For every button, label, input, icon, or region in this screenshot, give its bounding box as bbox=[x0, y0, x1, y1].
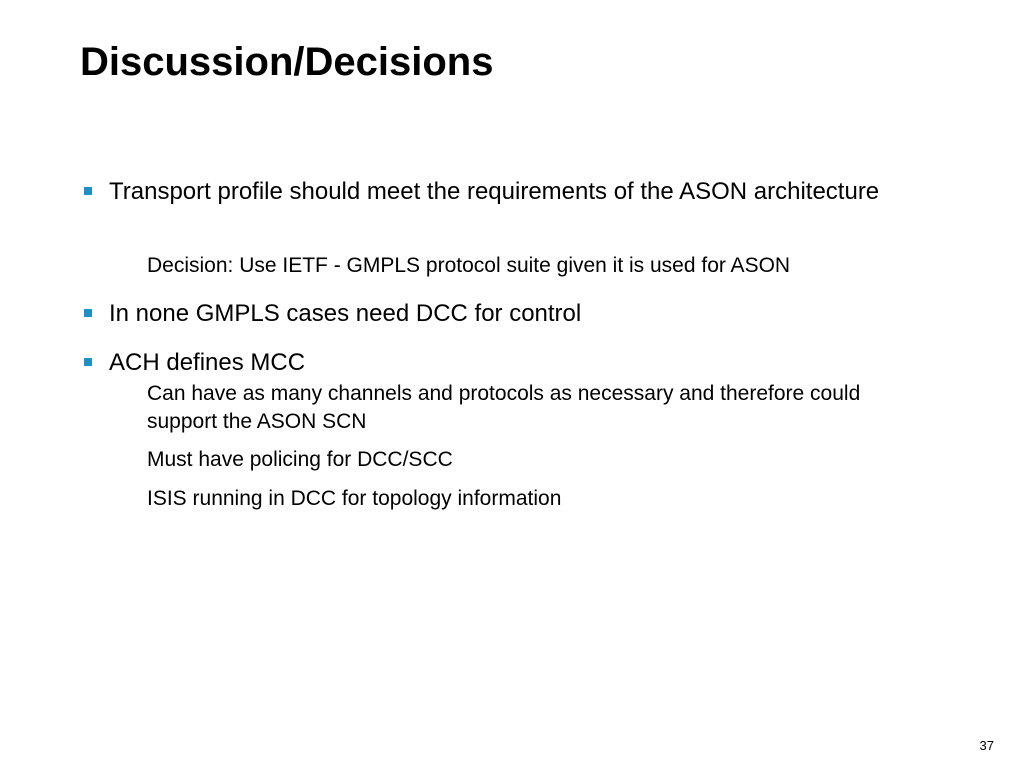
bullet-item-3 bbox=[84, 347, 884, 379]
bullet-3-subitem-1: Can have as many channels and protocols as necessary and therefore could support the ASON SCN bbox=[147, 382, 861, 433]
bullet-1-subitem-1: Decision: Use IETF - GMPLS protocol suite given it is used for ASON bbox=[147, 254, 791, 277]
bullet-3-subitem-3: ISIS running in DCC for topology information bbox=[147, 487, 562, 510]
slide-title: Discussion/Decisions bbox=[80, 40, 494, 84]
bullet-1-text: Transport profile should meet the requirements of the ASON architecture bbox=[109, 178, 880, 205]
bullet-3-subitem-2: Must have policing for DCC/SCC bbox=[147, 448, 453, 471]
square-bullet-icon bbox=[84, 358, 92, 366]
square-bullet-icon bbox=[84, 309, 92, 317]
bullet-3-text: ACH defines MCC bbox=[109, 349, 306, 376]
bullet-item-2 bbox=[84, 298, 884, 330]
bullet-2-text: In none GMPLS cases need DCC for control bbox=[109, 300, 582, 327]
bullet-item-1 bbox=[84, 176, 884, 240]
square-bullet-icon bbox=[84, 187, 92, 195]
page-number: 37 bbox=[979, 738, 994, 753]
